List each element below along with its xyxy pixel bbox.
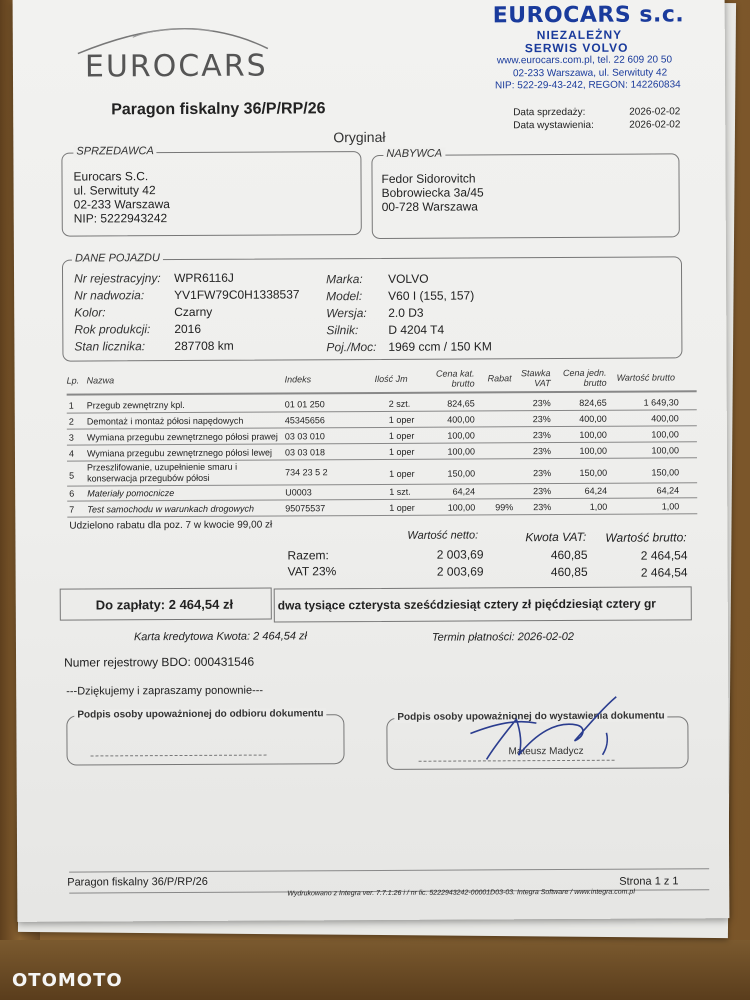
summary-vat: 460,85 <box>550 564 588 580</box>
header-discount: Rabat <box>487 373 512 384</box>
vehicle-label: Nr rejestracyjny: <box>74 271 161 286</box>
issuer-signature-label: Podpis osoby upoważnionej do wystawienia dokumentu <box>394 710 667 722</box>
cell-vat: 23% <box>532 446 551 457</box>
cell-name-line1: Przeszlifowanie, uzupełnienie smaru i <box>87 461 238 473</box>
cell-unit-price: 64,24 <box>584 485 608 496</box>
cell-qty: 1 oper <box>389 468 415 479</box>
header-price: Cena kat. brutto <box>435 368 475 389</box>
buyer-line: Fedor Sidorovitch <box>381 171 476 186</box>
vehicle-value: V60 I (155, 157) <box>388 288 475 303</box>
cell-vat: 23% <box>533 486 552 497</box>
issue-date-label: Data wystawienia: <box>513 119 594 132</box>
cell-qty: 1 oper <box>388 414 415 425</box>
amount-words: dwa tysiące czterysta sześćdziesiąt cztery zł pięćdziesiąt cztery gr <box>277 596 656 613</box>
discount-note: Udzielono rabatu dla poz. 7 w kwocie 99,00 zł <box>69 519 273 532</box>
seller-line: 02-233 Warszawa <box>73 197 170 212</box>
cell-unit-price: 150,00 <box>579 467 608 478</box>
header-qty: Ilość Jm <box>374 373 408 384</box>
cell-vat: 23% <box>532 430 551 441</box>
document-title: Paragon fiskalny 36/P/RP/26 <box>111 100 326 119</box>
cell-vat: 23% <box>533 502 552 513</box>
cell-total: 100,00 <box>651 445 679 456</box>
summary-net: 2 003,69 <box>436 564 484 579</box>
cell-unit-price: 100,00 <box>579 445 607 456</box>
cell-name-line2: konserwacja przegubów półosi <box>87 472 210 484</box>
footer-rule-top <box>69 868 709 872</box>
summary-net-header: Wartość netto: <box>407 529 479 542</box>
cell-index: 03 03 018 <box>284 447 326 458</box>
cell-price: 100,00 <box>447 446 475 457</box>
vehicle-label: Model: <box>326 289 363 304</box>
brand-contact-web: www.eurocars.com.pl, tel. 22 609 20 50 <box>496 54 673 67</box>
sale-date-label: Data sprzedaży: <box>513 106 586 119</box>
sale-date: 2026-02-02 <box>629 106 681 118</box>
cell-price: 100,00 <box>447 502 476 513</box>
summary-row-label: Razem: <box>287 548 329 563</box>
payment-method: Karta kredytowa Kwota: 2 464,54 zł <box>133 630 308 644</box>
cell-vat: 23% <box>532 398 551 409</box>
issue-date: 2026-02-02 <box>629 119 681 131</box>
cell-qty: 1 oper <box>388 446 415 457</box>
cell-unit-price: 100,00 <box>579 429 607 440</box>
brand-name: EUROCARS s.c. <box>492 2 685 29</box>
cell-index: 734 23 5 2 <box>285 467 328 478</box>
receipt-sheet <box>13 0 730 922</box>
cell-name: Wymiana przegubu zewnętrznego półosi lewej <box>86 447 273 459</box>
vehicle-value: VOLVO <box>388 271 429 286</box>
brand-line-service: SERWIS VOLVO <box>524 40 629 56</box>
brand-contact-nip: NIP: 522-29-43-242, REGON: 142260834 <box>495 79 681 92</box>
table-header-rule <box>67 390 697 395</box>
buyer-line: 00-728 Warszawa <box>381 199 478 214</box>
cell-name: Wymiana przegubu zewnętrznego półosi prawej <box>86 431 278 443</box>
vehicle-label: Wersja: <box>326 306 367 321</box>
logo-text: EUROCARS <box>84 48 268 85</box>
summary-vat: 460,85 <box>550 547 588 563</box>
seller-line: Eurocars S.C. <box>73 169 149 184</box>
cell-qty: 1 szt. <box>389 486 411 497</box>
recipient-signature-label: Podpis osoby upoważnionej do odbioru dokumentu <box>74 708 326 720</box>
original-mark: Oryginał <box>333 128 386 146</box>
vehicle-value: 2016 <box>174 321 202 337</box>
cell-vat: 23% <box>533 468 552 479</box>
vehicle-label: Silnik: <box>326 323 359 338</box>
header-vat: Stawka VAT <box>521 368 551 389</box>
handwritten-signature-icon <box>456 693 626 764</box>
seller-line: NIP: 5222943242 <box>73 211 168 226</box>
vehicle-label: Rok produkcji: <box>74 322 151 337</box>
cell-name: Demontaż i montaż półosi napędowych <box>86 415 244 427</box>
vehicle-value: D 4204 T4 <box>388 322 445 337</box>
footer-printed-note: Wydrukowano z Integra ver. 7.7.1.26 i / nr lic. 5222943242-00001D03-03. Integra Software / www.integra.com.pl <box>287 888 635 898</box>
buyer-line: Bobrowiecka 3a/45 <box>381 185 484 200</box>
vehicle-label: Nr nadwozia: <box>74 288 145 303</box>
cell-price: 824,65 <box>447 398 475 409</box>
cell-lp: 7 <box>69 504 75 515</box>
cell-vat: 23% <box>532 414 551 425</box>
header-lp: Lp. <box>66 375 80 386</box>
cell-total: 150,00 <box>651 467 680 478</box>
header-index: Indeks <box>284 374 312 385</box>
summary-gross: 2 464,54 <box>640 548 688 563</box>
cell-index: 95075537 <box>285 503 326 514</box>
header-total: Wartość brutto <box>616 372 675 383</box>
cell-qty: 1 oper <box>388 430 415 441</box>
vehicle-label: Marka: <box>326 272 363 287</box>
cell-lp: 5 <box>69 470 75 481</box>
cell-price: 100,00 <box>447 430 475 441</box>
recipient-signature-box <box>66 714 344 765</box>
cell-lp: 1 <box>68 400 74 411</box>
summary-row-label: VAT 23% <box>287 564 337 579</box>
cell-unit-price: 824,65 <box>579 397 607 408</box>
vehicle-value: YV1FW79C0H1338537 <box>174 287 300 303</box>
header-name: Nazwa <box>86 375 115 386</box>
buyer-legend: NABYWCA <box>383 148 445 160</box>
cell-lp: 4 <box>68 448 75 459</box>
cell-qty: 2 szt. <box>388 398 411 409</box>
vehicle-value: 2.0 D3 <box>388 305 424 320</box>
cell-lp: 3 <box>68 432 74 443</box>
brand-contact-address: 02-233 Warszawa, ul. Serwituty 42 <box>512 67 668 80</box>
footer-document: Paragon fiskalny 36/P/RP/26 <box>67 875 208 889</box>
vehicle-label: Stan licznika: <box>74 339 146 354</box>
cell-index: 45345656 <box>284 415 325 426</box>
cell-total: 400,00 <box>651 413 679 424</box>
header-unit-price: Cena jedn. brutto <box>562 367 607 388</box>
cell-name: Przegub zewnętrzny kpl. <box>86 399 185 411</box>
otomoto-watermark: OTOMOTO <box>12 970 123 991</box>
cell-total: 64,24 <box>656 485 680 496</box>
cell-price: 150,00 <box>447 468 476 479</box>
bdo-number: Numer rejestrowy BDO: 000431546 <box>64 654 255 670</box>
seller-legend: SPRZEDAWCA <box>73 145 156 157</box>
brand-line-independent: NIEZALEŻNY <box>536 27 623 43</box>
cell-discount: 99% <box>495 502 514 513</box>
amount-due: Do zapłaty: 2 464,54 zł <box>95 596 234 613</box>
cell-name: Test samochodu w warunkach drogowych <box>87 503 255 515</box>
footer-page: Strona 1 z 1 <box>619 875 679 888</box>
cell-lp: 2 <box>68 416 74 427</box>
cell-lp: 6 <box>69 488 75 499</box>
vehicle-value: 287708 km <box>174 338 234 354</box>
cell-total: 1 649,30 <box>643 397 679 408</box>
vehicle-value: 1969 ccm / 150 KM <box>388 339 492 354</box>
vehicle-value: WPR6116J <box>174 270 234 286</box>
cell-total: 100,00 <box>651 429 679 440</box>
payment-term: Termin płatności: 2026-02-02 <box>431 630 575 644</box>
cell-qty: 1 oper <box>389 502 415 513</box>
vehicle-value: Czarny <box>174 304 213 320</box>
summary-vat-header: Kwota VAT: <box>525 529 587 545</box>
issuer-name: Mateusz Madycz <box>508 745 584 758</box>
cell-index: 03 03 010 <box>284 431 325 442</box>
cell-price: 400,00 <box>447 414 475 425</box>
cell-total: 1,00 <box>661 501 680 512</box>
cell-name: Materiały pomocnicze <box>87 488 175 499</box>
summary-net: 2 003,69 <box>436 547 484 562</box>
cell-index: 01 01 250 <box>284 399 325 410</box>
cell-index: U0003 <box>285 487 312 498</box>
cell-unit-price: 400,00 <box>579 413 607 424</box>
summary-gross-header: Wartość brutto: <box>605 530 687 545</box>
thanks-line: ---Dziękujemy i zapraszamy ponownie--- <box>66 684 264 698</box>
cell-price: 64,24 <box>452 486 476 497</box>
cell-unit-price: 1,00 <box>589 501 608 512</box>
seller-line: ul. Serwituty 42 <box>73 183 156 198</box>
summary-gross: 2 464,54 <box>640 565 688 580</box>
vehicle-label: Kolor: <box>74 305 106 320</box>
vehicle-label: Poj./Moc: <box>326 339 377 355</box>
vehicle-legend: DANE POJAZDU <box>72 252 163 264</box>
